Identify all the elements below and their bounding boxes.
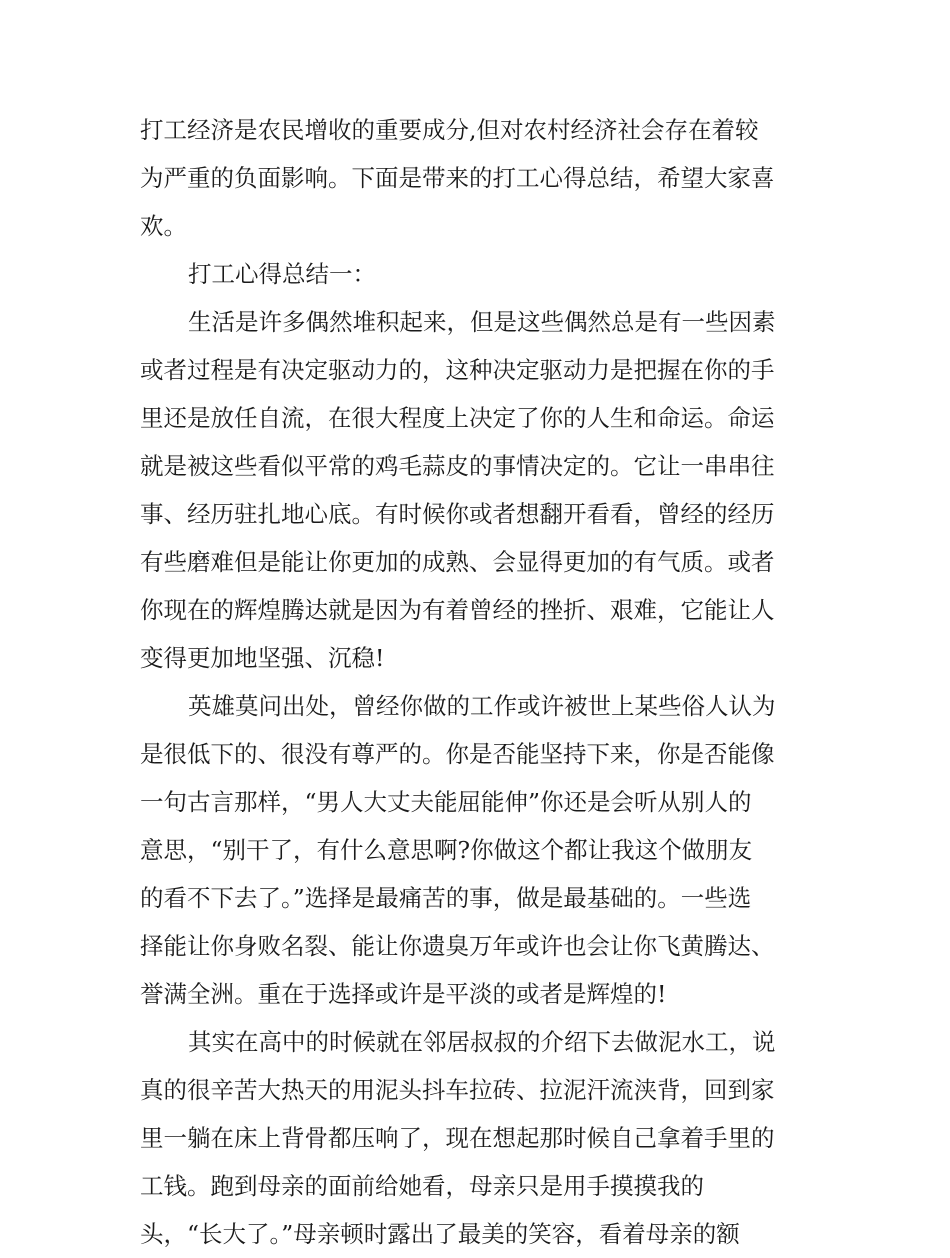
text-line: 誉满全洲。重在于选择或许是平淡的或者是辉煌的! xyxy=(140,980,667,1008)
text-line: 里还是放任自流，在很大程度上决定了你的人生和命运。命运 xyxy=(140,404,775,432)
text-line: 意思，“别干了，有什么意思啊?你做这个都让我这个做朋友 xyxy=(140,836,753,864)
text-line: 打工经济是农民增收的重要成分,但对农村经济社会存在着较 xyxy=(140,116,759,144)
text-line: 是很低下的、很没有尊严的。你是否能坚持下来，你是否能像 xyxy=(140,740,775,768)
text-line: 里一躺在床上背骨都压响了，现在想起那时候自己拿着手里的 xyxy=(140,1124,775,1152)
text-line: 就是被这些看似平常的鸡毛蒜皮的事情决定的。它让一串串往 xyxy=(140,452,775,480)
text-line: 变得更加地坚强、沉稳! xyxy=(140,644,385,672)
text-line: 其实在高中的时候就在邻居叔叔的介绍下去做泥水工，说 xyxy=(188,1028,776,1056)
text-line: 为严重的负面影响。下面是带来的打工心得总结，希望大家喜 xyxy=(140,164,775,192)
text-line: 欢。 xyxy=(140,212,187,240)
text-line: 的看不下去了。”选择是最痛苦的事，做是最基础的。一些选 xyxy=(140,884,752,912)
text-line: 有些磨难但是能让你更加的成熟、会显得更加的有气质。或者 xyxy=(140,548,775,576)
text-line: 一句古言那样，“男人大丈夫能屈能伸”你还是会听从别人的 xyxy=(140,788,752,816)
text-line: 打工心得总结一： xyxy=(188,260,376,288)
text-line: 英雄莫问出处，曾经你做的工作或许被世上某些俗人认为 xyxy=(188,692,776,720)
text-line: 生活是许多偶然堆积起来，但是这些偶然总是有一些因素 xyxy=(188,308,776,336)
document-body xyxy=(140,106,820,1258)
text-line: 你现在的辉煌腾达就是因为有着曾经的挫折、艰难，它能让人 xyxy=(140,596,775,624)
text-line: 真的很辛苦大热天的用泥头抖车拉砖、拉泥汗流浃背，回到家 xyxy=(140,1076,775,1104)
text-line: 工钱。跑到母亲的面前给她看，母亲只是用手摸摸我的 xyxy=(140,1172,704,1200)
text-line: 择能让你身败名裂、能让你遗臭万年或许也会让你飞黄腾达、 xyxy=(140,932,775,960)
text-line: 事、经历驻扎地心底。有时候你或者想翻开看看，曾经的经历 xyxy=(140,500,775,528)
text-line: 头，“长大了。”母亲顿时露出了最美的笑容，看着母亲的额 xyxy=(140,1220,740,1248)
text-line: 或者过程是有决定驱动力的，这种决定驱动力是把握在你的手 xyxy=(140,356,775,384)
